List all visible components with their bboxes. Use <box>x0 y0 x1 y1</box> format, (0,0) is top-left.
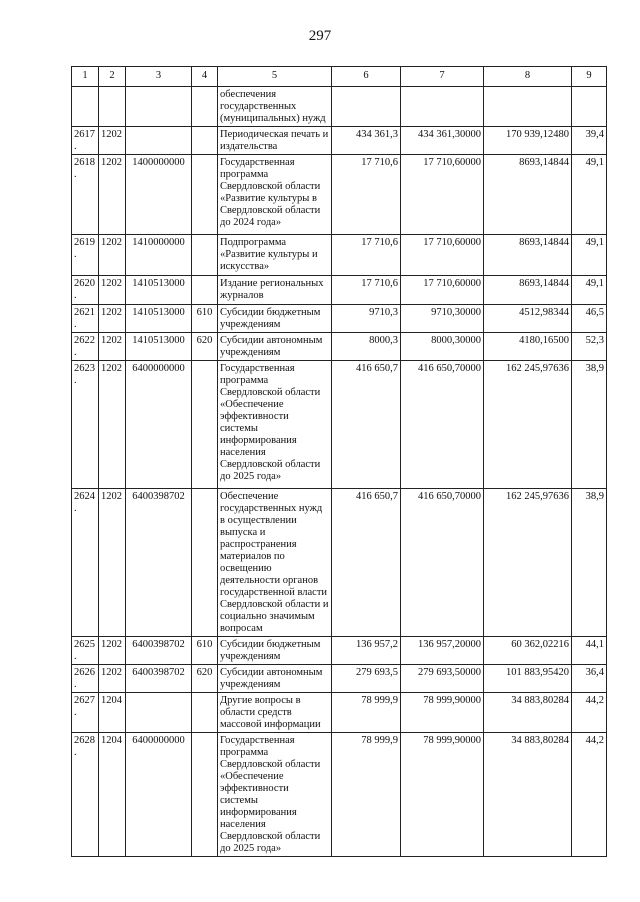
plan-amount: 416 650,7 <box>332 361 401 489</box>
item-name: Подпрограмма «Развитие культуры и искусства» <box>218 235 332 276</box>
row-number: 2620. <box>72 276 99 305</box>
executed-amount: 34 883,80284 <box>484 693 572 733</box>
plan-amount: 279 693,5 <box>332 665 401 693</box>
column-header: 7 <box>401 67 484 87</box>
budget-table <box>71 66 607 857</box>
execution-percent: 44,2 <box>572 693 607 733</box>
approved-amount: 78 999,90000 <box>401 733 484 857</box>
row-number: 2628. <box>72 733 99 857</box>
column-header: 1 <box>72 67 99 87</box>
execution-percent: 44,2 <box>572 733 607 857</box>
plan-amount: 78 999,9 <box>332 733 401 857</box>
row-number: 2623. <box>72 361 99 489</box>
section-code: 1204 <box>99 733 126 857</box>
item-name: Другие вопросы в области средств массовой информации <box>218 693 332 733</box>
table-row <box>72 333 607 361</box>
section-code: 1202 <box>99 305 126 333</box>
target-code <box>126 693 192 733</box>
executed-amount: 8693,14844 <box>484 235 572 276</box>
table-row <box>72 305 607 333</box>
item-name: Государственная программа Свердловской области «Развитие культуры в Свердловской области до 2024 года» <box>218 155 332 235</box>
row-number <box>72 87 99 127</box>
row-number: 2627. <box>72 693 99 733</box>
row-number: 2618. <box>72 155 99 235</box>
table-row <box>72 637 607 665</box>
column-header: 9 <box>572 67 607 87</box>
execution-percent: 38,9 <box>572 489 607 637</box>
executed-amount: 162 245,97636 <box>484 489 572 637</box>
execution-percent: 49,1 <box>572 155 607 235</box>
plan-amount: 17 710,6 <box>332 276 401 305</box>
executed-amount: 60 362,02216 <box>484 637 572 665</box>
executed-amount: 4512,98344 <box>484 305 572 333</box>
expense-kind <box>192 361 218 489</box>
expense-kind <box>192 235 218 276</box>
target-code: 1410513000 <box>126 333 192 361</box>
approved-amount: 434 361,30000 <box>401 127 484 155</box>
section-code: 1202 <box>99 155 126 235</box>
header-row <box>72 67 607 87</box>
target-code: 6400398702 <box>126 665 192 693</box>
plan-amount <box>332 87 401 127</box>
column-header: 6 <box>332 67 401 87</box>
approved-amount: 136 957,20000 <box>401 637 484 665</box>
plan-amount: 78 999,9 <box>332 693 401 733</box>
approved-amount: 78 999,90000 <box>401 693 484 733</box>
section-code: 1202 <box>99 637 126 665</box>
executed-amount: 101 883,95420 <box>484 665 572 693</box>
column-header: 5 <box>218 67 332 87</box>
executed-amount: 34 883,80284 <box>484 733 572 857</box>
executed-amount: 162 245,97636 <box>484 361 572 489</box>
table-row <box>72 733 607 857</box>
item-name: Государственная программа Свердловской области «Обеспечение эффективности системы информирования населения Свердловской области до 2025 года» <box>218 361 332 489</box>
row-number: 2619. <box>72 235 99 276</box>
section-code: 1202 <box>99 333 126 361</box>
approved-amount: 17 710,60000 <box>401 276 484 305</box>
plan-amount: 416 650,7 <box>332 489 401 637</box>
column-header: 3 <box>126 67 192 87</box>
executed-amount: 8693,14844 <box>484 155 572 235</box>
executed-amount: 4180,16500 <box>484 333 572 361</box>
execution-percent: 49,1 <box>572 276 607 305</box>
expense-kind: 610 <box>192 637 218 665</box>
target-code: 1410513000 <box>126 305 192 333</box>
executed-amount <box>484 87 572 127</box>
target-code: 6400000000 <box>126 361 192 489</box>
column-header: 4 <box>192 67 218 87</box>
item-name: Обеспечение государственных нужд в осуществлении выпуска и распространения материалов по освещению деятельности органов государственной власти Свердловской области и социально значимым вопросам <box>218 489 332 637</box>
executed-amount: 8693,14844 <box>484 276 572 305</box>
approved-amount: 416 650,70000 <box>401 361 484 489</box>
approved-amount: 17 710,60000 <box>401 235 484 276</box>
target-code: 6400000000 <box>126 733 192 857</box>
table-row <box>72 87 607 127</box>
item-name: Издание региональных журналов <box>218 276 332 305</box>
item-name: Субсидии автономным учреждениям <box>218 333 332 361</box>
execution-percent: 49,1 <box>572 235 607 276</box>
execution-percent: 52,3 <box>572 333 607 361</box>
item-name: Периодическая печать и издательства <box>218 127 332 155</box>
table-row <box>72 693 607 733</box>
execution-percent: 39,4 <box>572 127 607 155</box>
plan-amount: 136 957,2 <box>332 637 401 665</box>
item-name: Субсидии автономным учреждениям <box>218 665 332 693</box>
section-code: 1204 <box>99 693 126 733</box>
target-code <box>126 127 192 155</box>
column-header: 2 <box>99 67 126 87</box>
plan-amount: 8000,3 <box>332 333 401 361</box>
target-code <box>126 87 192 127</box>
table-row <box>72 489 607 637</box>
execution-percent <box>572 87 607 127</box>
execution-percent: 38,9 <box>572 361 607 489</box>
row-number: 2617. <box>72 127 99 155</box>
item-name: Субсидии бюджетным учреждениям <box>218 305 332 333</box>
approved-amount: 416 650,70000 <box>401 489 484 637</box>
row-number: 2622. <box>72 333 99 361</box>
approved-amount <box>401 87 484 127</box>
target-code: 1410513000 <box>126 276 192 305</box>
table-row <box>72 127 607 155</box>
item-name: Субсидии бюджетным учреждениям <box>218 637 332 665</box>
target-code: 6400398702 <box>126 637 192 665</box>
row-number: 2624. <box>72 489 99 637</box>
section-code: 1202 <box>99 276 126 305</box>
approved-amount: 17 710,60000 <box>401 155 484 235</box>
target-code: 6400398702 <box>126 489 192 637</box>
row-number: 2625. <box>72 637 99 665</box>
expense-kind <box>192 87 218 127</box>
table-row <box>72 235 607 276</box>
expense-kind: 610 <box>192 305 218 333</box>
execution-percent: 44,1 <box>572 637 607 665</box>
expense-kind <box>192 489 218 637</box>
expense-kind: 620 <box>192 333 218 361</box>
expense-kind <box>192 693 218 733</box>
target-code: 1400000000 <box>126 155 192 235</box>
section-code: 1202 <box>99 235 126 276</box>
plan-amount: 17 710,6 <box>332 235 401 276</box>
approved-amount: 8000,30000 <box>401 333 484 361</box>
column-header: 8 <box>484 67 572 87</box>
target-code: 1410000000 <box>126 235 192 276</box>
execution-percent: 36,4 <box>572 665 607 693</box>
expense-kind <box>192 733 218 857</box>
plan-amount: 17 710,6 <box>332 155 401 235</box>
approved-amount: 9710,30000 <box>401 305 484 333</box>
section-code <box>99 87 126 127</box>
section-code: 1202 <box>99 127 126 155</box>
page-number: 297 <box>308 28 332 44</box>
plan-amount: 434 361,3 <box>332 127 401 155</box>
execution-percent: 46,5 <box>572 305 607 333</box>
expense-kind <box>192 276 218 305</box>
section-code: 1202 <box>99 489 126 637</box>
item-name: Государственная программа Свердловской области «Обеспечение эффективности системы информирования населения Свердловской области до 2025 года» <box>218 733 332 857</box>
section-code: 1202 <box>99 665 126 693</box>
item-name: обеспечения государственных (муниципальных) нужд <box>218 87 332 127</box>
table-row <box>72 361 607 489</box>
expense-kind <box>192 155 218 235</box>
expense-kind: 620 <box>192 665 218 693</box>
row-number: 2626. <box>72 665 99 693</box>
table-row <box>72 665 607 693</box>
expense-kind <box>192 127 218 155</box>
row-number: 2621. <box>72 305 99 333</box>
table-row <box>72 155 607 235</box>
approved-amount: 279 693,50000 <box>401 665 484 693</box>
executed-amount: 170 939,12480 <box>484 127 572 155</box>
section-code: 1202 <box>99 361 126 489</box>
table-row <box>72 276 607 305</box>
plan-amount: 9710,3 <box>332 305 401 333</box>
